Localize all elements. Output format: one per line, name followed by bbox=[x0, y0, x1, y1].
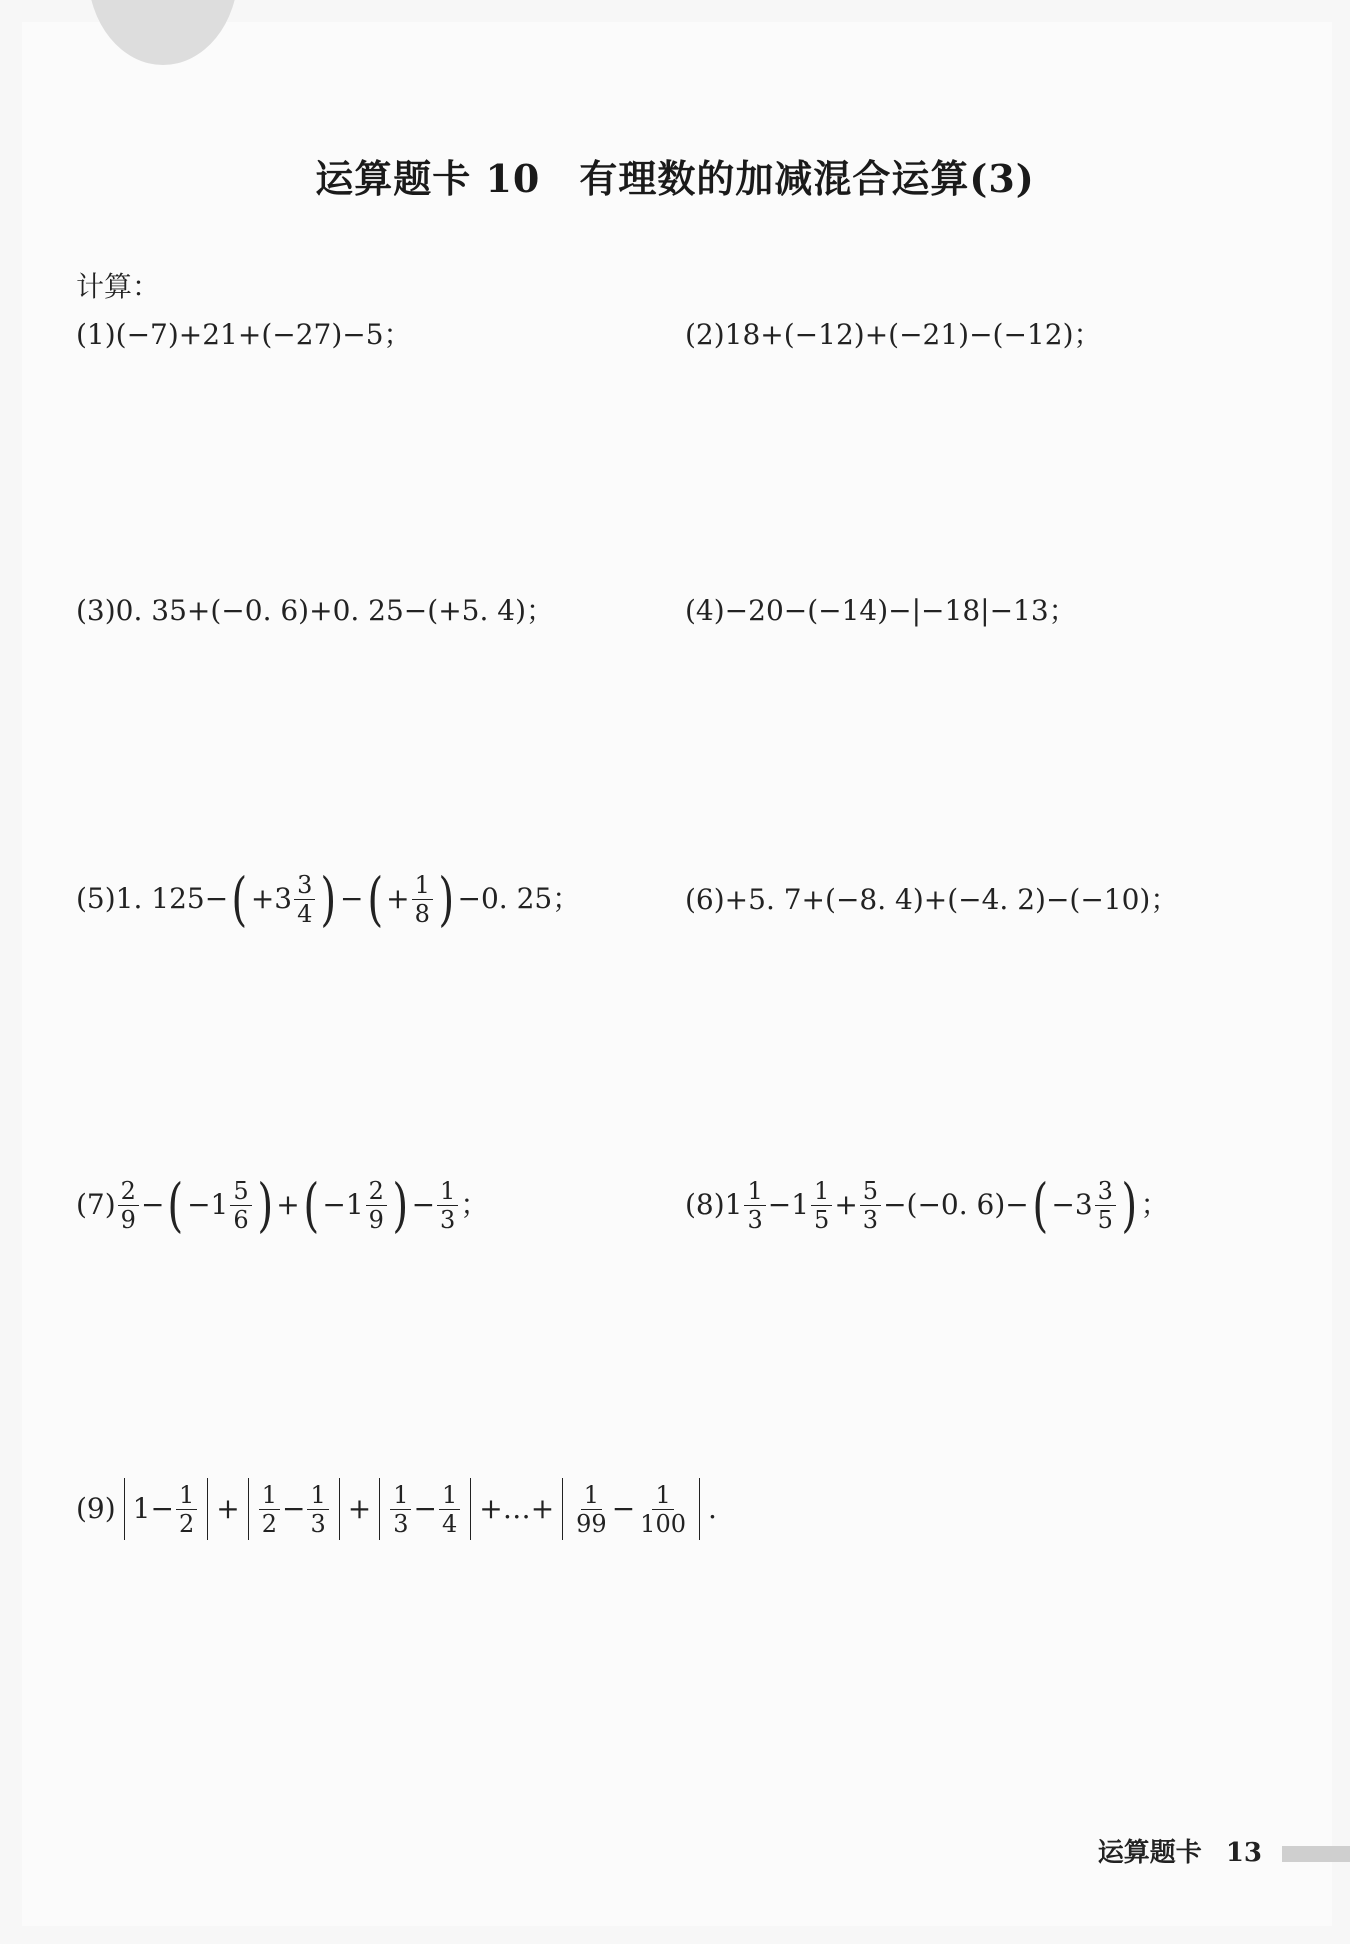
fraction: $\frac{5}{3}$ bbox=[860, 1177, 881, 1234]
problem-3: (3)0. 35+(−0. 6)+0. 25−(+5. 4)； bbox=[76, 594, 555, 627]
problem-2: (2)18+(−12)+(−21)−(−12)； bbox=[685, 318, 1102, 351]
page-number: 13 bbox=[1225, 1838, 1262, 1868]
p5-plus3: +3 bbox=[250, 882, 293, 915]
right-paren: ) bbox=[392, 1171, 409, 1239]
fraction: $\frac{3}{4}$ bbox=[294, 871, 315, 928]
fraction: $\frac{3}{5}$ bbox=[1095, 1177, 1116, 1234]
p7-minus: − bbox=[140, 1188, 165, 1221]
fraction: $\frac{1}{3}$ bbox=[307, 1481, 328, 1538]
p8-plus: + bbox=[834, 1188, 858, 1221]
right-paren: ) bbox=[257, 1171, 273, 1239]
p7-label: (7) bbox=[76, 1188, 116, 1221]
p8-mid: −(−0. 6)− bbox=[883, 1188, 1029, 1221]
page-background bbox=[22, 22, 1332, 1926]
abs-bar bbox=[339, 1478, 340, 1540]
p5-tail: −0. 25； bbox=[457, 882, 581, 915]
p9-label: (9) bbox=[76, 1492, 116, 1525]
fraction: $\frac{1}{3}$ bbox=[390, 1481, 411, 1538]
left-paren: ( bbox=[167, 1171, 184, 1239]
p5-plus: + bbox=[386, 882, 410, 915]
fraction: $\frac{1}{2}$ bbox=[259, 1481, 280, 1538]
abs-bar bbox=[562, 1478, 563, 1540]
fraction: $\frac{2}{9}$ bbox=[118, 1177, 139, 1234]
problem-9 bbox=[76, 1478, 717, 1540]
right-paren: ) bbox=[320, 865, 337, 933]
fraction: $\frac{1}{99}$ bbox=[576, 1480, 607, 1538]
p9-end: . bbox=[707, 1492, 717, 1525]
problem-6: (6)+5. 7+(−8. 4)+(−4. 2)−(−10)； bbox=[685, 883, 1179, 916]
fraction: $\frac{1}{3}$ bbox=[437, 1177, 458, 1234]
p9-dots: +…+ bbox=[479, 1492, 555, 1525]
p8-label: (8)1 bbox=[685, 1188, 743, 1221]
fraction: $\frac{1}{4}$ bbox=[439, 1481, 460, 1538]
p9-one: 1− bbox=[132, 1492, 174, 1525]
p9-plus: + bbox=[216, 1492, 240, 1525]
fraction: $\frac{5}{6}$ bbox=[230, 1177, 251, 1234]
p8-m1: −1 bbox=[767, 1188, 810, 1221]
fraction: $\frac{1}{100}$ bbox=[640, 1480, 686, 1538]
right-paren: ) bbox=[438, 865, 455, 933]
p9-plus: + bbox=[347, 1492, 372, 1525]
fraction: $\frac{1}{8}$ bbox=[412, 871, 433, 928]
p9-minus: − bbox=[281, 1492, 306, 1525]
p7-end: ； bbox=[460, 1188, 489, 1221]
p7-minus2: − bbox=[411, 1188, 436, 1221]
problem-1: (1)(−7)+21+(−27)−5； bbox=[76, 318, 412, 351]
abs-bar bbox=[248, 1478, 249, 1540]
p7-plus: + bbox=[276, 1188, 300, 1221]
left-paren: ( bbox=[1032, 1171, 1048, 1239]
abs-bar bbox=[124, 1478, 125, 1540]
problem-7 bbox=[76, 1171, 489, 1239]
left-paren: ( bbox=[366, 865, 383, 933]
p7-m1a: −1 bbox=[187, 1188, 229, 1221]
p9-minus: − bbox=[611, 1492, 636, 1525]
instruction: 计算： bbox=[76, 270, 161, 303]
abs-bar bbox=[470, 1478, 471, 1540]
left-paren: ( bbox=[231, 865, 248, 933]
problem-4: (4)−20−(−14)−|−18|−13； bbox=[685, 594, 1077, 627]
abs-bar bbox=[379, 1478, 380, 1540]
left-paren: ( bbox=[303, 1171, 319, 1239]
footer-label: 运算题卡 bbox=[1097, 1838, 1202, 1868]
p7-m1b: −1 bbox=[322, 1188, 364, 1221]
fraction: $\frac{1}{5}$ bbox=[811, 1177, 832, 1234]
p9-minus: − bbox=[413, 1492, 437, 1525]
p8-m3: −3 bbox=[1051, 1188, 1093, 1221]
fraction: $\frac{2}{9}$ bbox=[366, 1177, 387, 1234]
problem-5 bbox=[76, 865, 581, 933]
right-paren: ) bbox=[1121, 1171, 1138, 1239]
abs-bar bbox=[699, 1478, 700, 1540]
problem-8 bbox=[685, 1171, 1169, 1239]
page-title: 运算题卡 10 有理数的加减混合运算(3) bbox=[315, 156, 1035, 201]
fraction: $\frac{1}{2}$ bbox=[176, 1481, 197, 1538]
footer-tab bbox=[1282, 1846, 1350, 1862]
p5-label: (5)1. 125− bbox=[76, 882, 229, 915]
fraction: $\frac{1}{3}$ bbox=[744, 1177, 765, 1234]
page-footer bbox=[1098, 1832, 1262, 1869]
p8-end: ； bbox=[1140, 1188, 1169, 1221]
abs-bar bbox=[207, 1478, 208, 1540]
p5-minus: − bbox=[340, 882, 364, 915]
